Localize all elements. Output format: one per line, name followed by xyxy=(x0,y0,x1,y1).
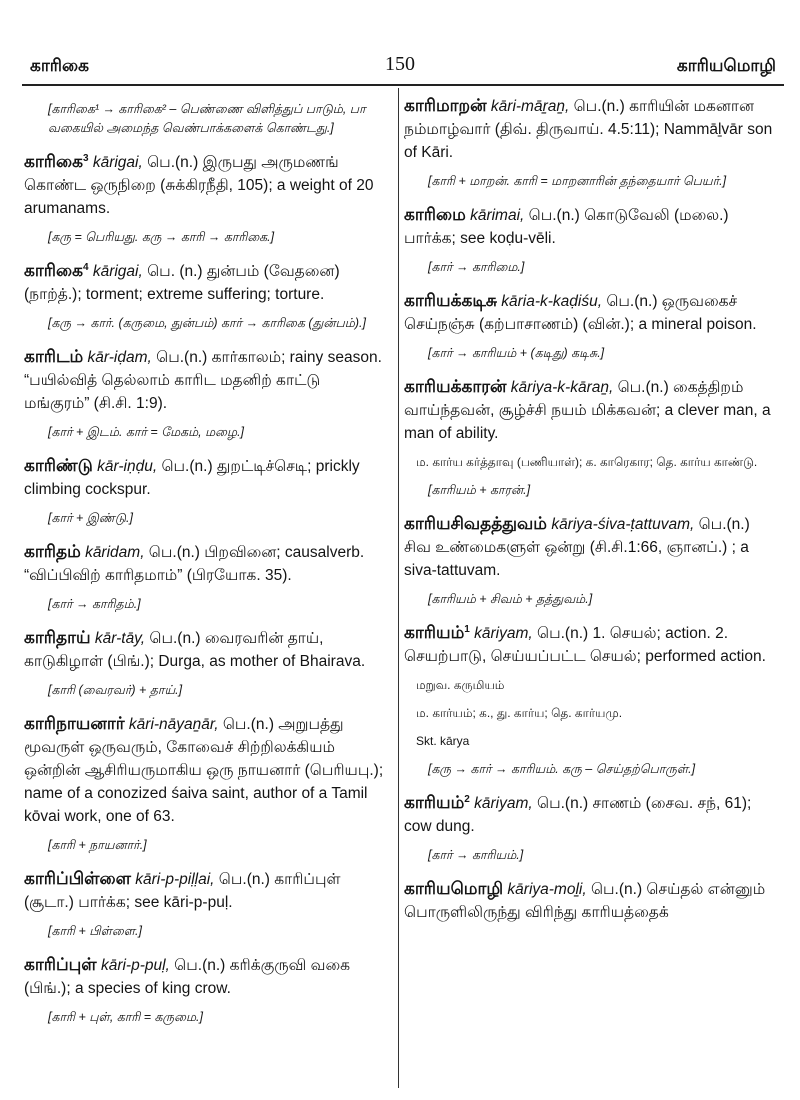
dictionary-entry xyxy=(404,289,780,336)
cognate-note: Skt. kārya xyxy=(416,734,470,748)
dictionary-entry xyxy=(404,94,780,164)
headword: காரியசிவதத்துவம் xyxy=(404,514,547,533)
definition: பெ.(n.) வைரவரின் தாய், காடுகிழாள் (பிங்.); Durga, as mother of Bhairava. xyxy=(24,630,366,670)
headword: காரிப்பிள்ளை xyxy=(24,869,131,888)
definition: பெ.(n.) காரியின் மகனான நம்மாழ்வார் (திவ். திருவாய். 4.5:11); Nammāḻvār son of Kāri. xyxy=(404,98,773,161)
homonym-number: 2 xyxy=(464,793,470,805)
column-divider xyxy=(398,88,399,1088)
running-head-right: காரியமொழி xyxy=(676,56,776,75)
definition: பெ.(n.) கார்காலம்; rainy season. “பயில்வித் தெல்லாம் காரிட மதனிற் காட்டு மங்குரம்” (சி.சி. 1:9). xyxy=(24,349,382,412)
dictionary-entry xyxy=(404,791,780,838)
transliteration: kāridam, xyxy=(85,544,145,561)
dictionary-entry xyxy=(404,877,780,924)
page-number: 150 xyxy=(385,53,415,75)
right-column xyxy=(404,94,780,932)
transliteration: kār-iṇḍu, xyxy=(97,458,158,475)
definition: பெ.(n.) அறுபத்து மூவருள் ஒருவரும், கோவைச் சிற்றிலக்கியம் ஒன்றின் ஆசிரியருமாகிய ஒரு நாயனார் (பெரியபு.); name of a conozized śaiva saint, author of a Tamil kōvai work, one of 63. xyxy=(24,716,384,825)
etymology-note: [காரி + புள், காரி = கருமை.] xyxy=(48,1010,203,1024)
headword: காரியக்கடிசு xyxy=(404,291,497,310)
etymology-note: [காரி + மாறன். காரி = மாறனாரின் தந்தையார் பெயர்.] xyxy=(428,174,727,188)
dictionary-entry xyxy=(24,712,386,828)
definition: பெ. (n.) துன்பம் (வேதனை) (நாற்த்.); torment; extreme suffering; torture. xyxy=(24,263,340,303)
transliteration: kārigai, xyxy=(92,263,143,280)
headword: காரிகை xyxy=(24,261,83,280)
definition: பெ.(n.) துறட்டிச்செடி; prickly climbing cockspur. xyxy=(24,458,360,498)
transliteration: kāri-p-piḷḷai, xyxy=(135,871,215,888)
transliteration: kār-tāy, xyxy=(94,630,146,647)
transliteration: kār-iḍam, xyxy=(87,349,152,366)
transliteration: kāriya-śiva-ṭattuvam, xyxy=(551,516,695,533)
headword: காரிகை xyxy=(24,152,83,171)
definition: பெ.(n.) கரிக்குருவி வகை (பிங்.); a species of king crow. xyxy=(24,957,351,997)
transliteration: kāri-nāyaṉār, xyxy=(128,716,219,733)
headword: காரிதம் xyxy=(24,542,81,561)
transliteration: kāri-p-puḷ, xyxy=(100,957,170,974)
headword: காரிமை xyxy=(404,205,466,224)
dictionary-entry xyxy=(24,259,386,306)
etymology-note: [காரி + நாயனார்.] xyxy=(48,838,147,852)
etymology-note: [கார் + இண்டு.] xyxy=(48,511,133,525)
etymology-note: [கார் → காரியம்.] xyxy=(428,848,524,862)
etymology-note: [கரு → கார் → காரியம். கரு – செய்தற்பொருள்.] xyxy=(428,762,696,776)
etymology-note: [காரிகை¹ → காரிகை² – பெண்ணை விளித்துப் பாடும், பா வகையில் அமைந்த வெண்பாக்களைக் கொண்டது.] xyxy=(48,102,366,135)
etymology-note: [காரி + பிள்ளை.] xyxy=(48,924,142,938)
definition: பெ.(n.) சாணம் (சைவ. சந், 61); cow dung. xyxy=(404,795,752,835)
transliteration: kāri-māṟaṉ, xyxy=(490,98,570,115)
headword: காரிமாறன் xyxy=(404,96,487,115)
headword: காரியக்காரன் xyxy=(404,377,507,396)
dictionary-entry xyxy=(24,540,386,587)
etymology-note: [கார் + இடம். கார் = மேகம், மழை.] xyxy=(48,425,245,439)
dictionary-entry xyxy=(24,345,386,415)
dictionary-entry xyxy=(404,375,780,445)
etymology-note: [கார் → காரிதம்.] xyxy=(48,597,141,611)
running-head-left: காரிகை xyxy=(30,56,89,75)
definition: பெ.(n.) செய்தல் என்னும் பொருளிலிருந்து விரிந்து காரியத்தைக் xyxy=(404,881,766,921)
dictionary-entry xyxy=(24,953,386,1000)
cognate-note: மறுவ. கருமியம் xyxy=(416,678,505,692)
cognate-note: ம. கார்ய கர்த்தாவு (பணியாள்); க. காரெகார; தெ. கார்ய காண்டு. xyxy=(416,455,758,469)
dictionary-entry xyxy=(24,150,386,220)
definition: பெ.(n.) கைத்திறம் வாய்ந்தவன், சூழ்ச்சி நயம் மிக்கவன்; a clever man, a man of ability. xyxy=(404,379,771,442)
left-column xyxy=(24,94,386,1039)
etymology-note: [காரியம் + சிவம் + தத்துவம்.] xyxy=(428,592,593,606)
headword: காரிதாய் xyxy=(24,628,91,647)
dictionary-entry xyxy=(404,203,780,250)
homonym-number: 1 xyxy=(464,623,470,635)
definition: பெ.(n.) பிறவினை; causalverb. “விப்பிவிற் காரிதமாம்” (பிரயோக. 35). xyxy=(24,544,365,584)
header-rule xyxy=(22,84,784,86)
transliteration: kāriya-moḻi, xyxy=(507,881,587,898)
dictionary-entry xyxy=(404,512,780,582)
dictionary-entry xyxy=(24,626,386,673)
headword: காரியம் xyxy=(404,793,465,812)
transliteration: kāriyam, xyxy=(474,795,533,812)
homonym-number: 3 xyxy=(82,152,89,164)
dictionary-entry xyxy=(24,454,386,501)
transliteration: kāriya-k-kāraṉ, xyxy=(510,379,614,396)
homonym-number: 4 xyxy=(82,261,89,273)
cognate-note: ம. கார்யம்; க., து. கார்ய; தெ. கார்யமு. xyxy=(416,706,623,720)
dictionary-entry xyxy=(24,867,386,914)
headword: காரியமொழி xyxy=(404,879,504,898)
definition: பெ.(n.) சிவ உண்மைகளுள் ஒன்று (சி.சி.1:66, ஞானப்.) ; a siva-tattuvam. xyxy=(404,516,750,579)
transliteration: kārimai, xyxy=(470,207,525,224)
etymology-note: [காரி (வைரவர்) + தாய்.] xyxy=(48,683,183,697)
etymology-note: [காரியம் + காரன்.] xyxy=(428,483,531,497)
definition: பெ.(n.) 1. செயல்; action. 2. செயற்பாடு, செய்யப்பட்ட செயல்; performed action. xyxy=(404,625,766,665)
definition: பெ.(n.) காரிப்புள் (சூடா.) பார்க்க; see kāri-p-puḷ. xyxy=(24,871,341,911)
transliteration: kārigai, xyxy=(92,154,143,171)
definition: பெ.(n.) கொடுவேலி (மலை.) பார்க்க; see koḍu-vēli. xyxy=(404,207,729,247)
headword: காரிப்புள் xyxy=(24,955,97,974)
definition: பெ.(n.) இருபது அருமணங் கொண்ட ஒருநிறை (சுக்கிரநீதி, 105); a weight of 20 arumanams. xyxy=(24,154,374,217)
transliteration: kāriyam, xyxy=(474,625,533,642)
dictionary-entry xyxy=(404,621,780,668)
headword: காரியம் xyxy=(404,623,465,642)
etymology-note: [கார் → காரியம் + (கடிது) கடிசு.] xyxy=(428,346,605,360)
headword: காரிண்டு xyxy=(24,456,93,475)
etymology-note: [கரு = பெரியது. கரு → காரி → காரிகை.] xyxy=(48,230,275,244)
headword: காரிடம் xyxy=(24,347,84,366)
etymology-note: [கரு → கார். (கருமை, துன்பம்) கார் → காரிகை (துன்பம்).] xyxy=(48,316,366,330)
etymology-note: [கார் → காரிமை.] xyxy=(428,260,525,274)
transliteration: kāria-k-kaḍiśu, xyxy=(501,293,603,310)
definition: பெ.(n.) ஒருவகைச் செய்நஞ்சு (கற்பாசாணம்) (வின்.); a mineral poison. xyxy=(404,293,757,333)
headword: காரிநாயனார் xyxy=(24,714,125,733)
